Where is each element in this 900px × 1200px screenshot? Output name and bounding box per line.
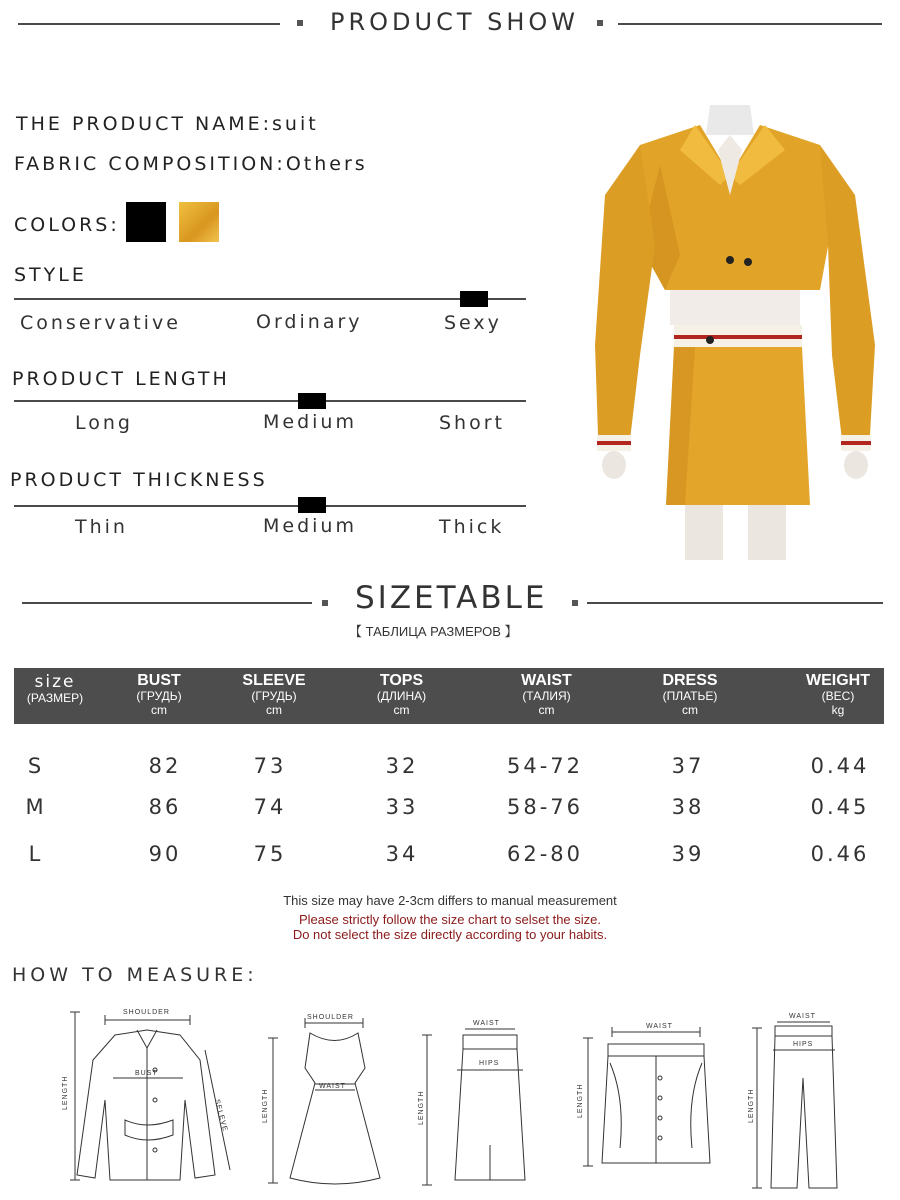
- header-line-left: [18, 23, 280, 25]
- size-note-habits: Do not select the size directly according to your habits.: [292, 927, 608, 942]
- header-sleeve: [234, 668, 314, 724]
- style-option-conservative: Conservative: [20, 312, 181, 334]
- header-dress-unit: cm: [682, 703, 698, 717]
- header-waist-sub: (ТАЛИЯ): [522, 689, 571, 703]
- header-dress: [650, 668, 730, 724]
- color-swatch-black[interactable]: [126, 202, 166, 242]
- cell-size: S: [27, 754, 45, 778]
- header-sleeve-sub: (ГРУДЬ): [251, 689, 297, 703]
- header-bust-main: BUST: [137, 672, 181, 689]
- sizetable-subtitle: 【 ТАБЛИЦА РАЗМЕРОВ 】: [349, 624, 518, 639]
- style-option-sexy: Sexy: [444, 312, 502, 334]
- product-photo: [570, 105, 890, 560]
- cell-sleeve: 75: [253, 842, 287, 866]
- header-weight-sub: (BEC): [821, 689, 855, 703]
- header-size-sub: (РАЗМЕР): [26, 691, 84, 705]
- cell-dress: 37: [671, 754, 705, 778]
- style-marker: [460, 291, 488, 307]
- header-tops: [364, 668, 439, 724]
- sizetable-line-left: [22, 602, 312, 604]
- dress-length-label: LENGTH: [262, 1088, 269, 1123]
- pants-hips-label: HIPS: [793, 1041, 814, 1048]
- cell-tops: 33: [385, 795, 419, 819]
- cell-dress: 38: [671, 795, 705, 819]
- header-size: [14, 668, 96, 724]
- cell-waist: 54-72: [506, 754, 584, 778]
- header-tops-main: TOPS: [379, 672, 424, 689]
- sizetable-line-right: [587, 602, 883, 604]
- header-dot-left: [297, 20, 303, 26]
- header-weight: [796, 668, 880, 724]
- dress-shoulder-label: SHOULDER: [307, 1014, 354, 1021]
- shorts-waist-label: WAIST: [646, 1023, 673, 1030]
- jacket-shoulder-label: SHOULDER: [123, 1009, 170, 1016]
- header-line-right: [618, 23, 882, 25]
- product-name-value: suit: [272, 113, 319, 135]
- cell-weight: 0.44: [810, 754, 870, 778]
- thickness-option-thin: Thin: [75, 516, 128, 538]
- cell-tops: 32: [385, 754, 419, 778]
- size-note-measurement: This size may have 2-3cm differs to manual measurement: [283, 893, 617, 908]
- cell-size: L: [28, 842, 44, 866]
- color-swatch-yellow[interactable]: [179, 202, 219, 242]
- length-title: PRODUCT LENGTH: [12, 368, 230, 390]
- skirt-waist-label: WAIST: [473, 1020, 500, 1027]
- fabric-label: FABRIC COMPOSITION:: [14, 153, 286, 175]
- length-marker: [298, 393, 326, 409]
- header-size-main: size: [34, 672, 76, 692]
- product-show-title: PRODUCT SHOW: [330, 8, 580, 36]
- fabric-value: Others: [285, 153, 368, 175]
- header-waist-main: WAIST: [521, 672, 572, 689]
- thickness-option-thick: Thick: [439, 516, 505, 538]
- product-name-label: THE PRODUCT NAME:: [16, 113, 273, 135]
- header-bust: [124, 668, 194, 724]
- thickness-title: PRODUCT THICKNESS: [10, 469, 268, 491]
- size-note-follow-chart: Please strictly follow the size chart to selset the size.: [298, 912, 601, 927]
- cell-sleeve: 74: [253, 795, 287, 819]
- style-option-ordinary: Ordinary: [256, 311, 363, 333]
- thickness-marker: [298, 497, 326, 513]
- cell-sleeve: 73: [253, 754, 287, 778]
- header-weight-main: WEIGHT: [806, 672, 870, 689]
- header-dress-main: DRESS: [662, 672, 718, 689]
- header-waist-unit: cm: [538, 703, 555, 717]
- jacket-bust-label: BUST: [135, 1070, 158, 1077]
- header-weight-unit: kg: [831, 703, 845, 717]
- cell-weight: 0.45: [810, 795, 870, 819]
- dress-measure-diagram: [255, 1008, 405, 1193]
- header-dot-right: [597, 20, 603, 26]
- how-to-measure-title: HOW TO MEASURE:: [12, 964, 258, 986]
- colors-label: COLORS:: [14, 214, 120, 236]
- product-name: [16, 113, 319, 135]
- header-tops-sub: (ДЛИНА): [376, 689, 427, 703]
- style-title: STYLE: [14, 264, 87, 286]
- sizetable-dot-left: [322, 600, 328, 606]
- length-option-short: Short: [439, 412, 505, 434]
- jacket-length-label: LENGTH: [62, 1075, 69, 1110]
- pants-waist-label: WAIST: [789, 1013, 816, 1020]
- shorts-measure-diagram: [570, 1018, 730, 1173]
- header-dress-sub: (ПЛАТЬЕ): [662, 689, 718, 703]
- length-option-long: Long: [75, 412, 133, 434]
- jacket-sleeve-label: SELEVE: [213, 1098, 229, 1133]
- dress-waist-label: WAIST: [319, 1083, 346, 1090]
- skirt-measure-diagram: [415, 1015, 545, 1190]
- length-option-medium: Medium: [263, 411, 357, 433]
- skirt-hips-label: HIPS: [479, 1060, 500, 1067]
- skirt-length-label: LENGTH: [418, 1090, 425, 1125]
- cell-size: M: [25, 795, 47, 819]
- sizetable-header-row: [14, 668, 884, 724]
- header-sleeve-unit: cm: [266, 703, 282, 717]
- header-bust-sub: (ГРУДЬ): [136, 689, 182, 703]
- sizetable-dot-right: [572, 600, 578, 606]
- length-scale-line: [14, 400, 526, 402]
- cell-bust: 86: [148, 795, 182, 819]
- header-bust-unit: cm: [151, 703, 167, 717]
- cell-bust: 90: [148, 842, 182, 866]
- thickness-scale-line: [14, 505, 526, 507]
- thickness-option-medium: Medium: [263, 515, 357, 537]
- cell-dress: 39: [671, 842, 705, 866]
- cell-tops: 34: [385, 842, 419, 866]
- header-sleeve-main: SLEEVE: [242, 672, 306, 689]
- header-tops-unit: cm: [393, 703, 410, 717]
- pants-measure-diagram: [745, 1008, 855, 1193]
- style-scale-line: [14, 298, 526, 300]
- cell-waist: 58-76: [506, 795, 584, 819]
- header-waist: [509, 668, 584, 724]
- shorts-length-label: LENGTH: [577, 1083, 584, 1118]
- cell-waist: 62-80: [506, 842, 584, 866]
- cell-bust: 82: [148, 754, 182, 778]
- pants-length-label: LENGTH: [748, 1088, 755, 1123]
- cell-weight: 0.46: [810, 842, 870, 866]
- sizetable-title: SIZETABLE: [355, 580, 548, 616]
- jacket-measure-diagram: [55, 1000, 235, 1192]
- fabric-composition: [14, 153, 368, 175]
